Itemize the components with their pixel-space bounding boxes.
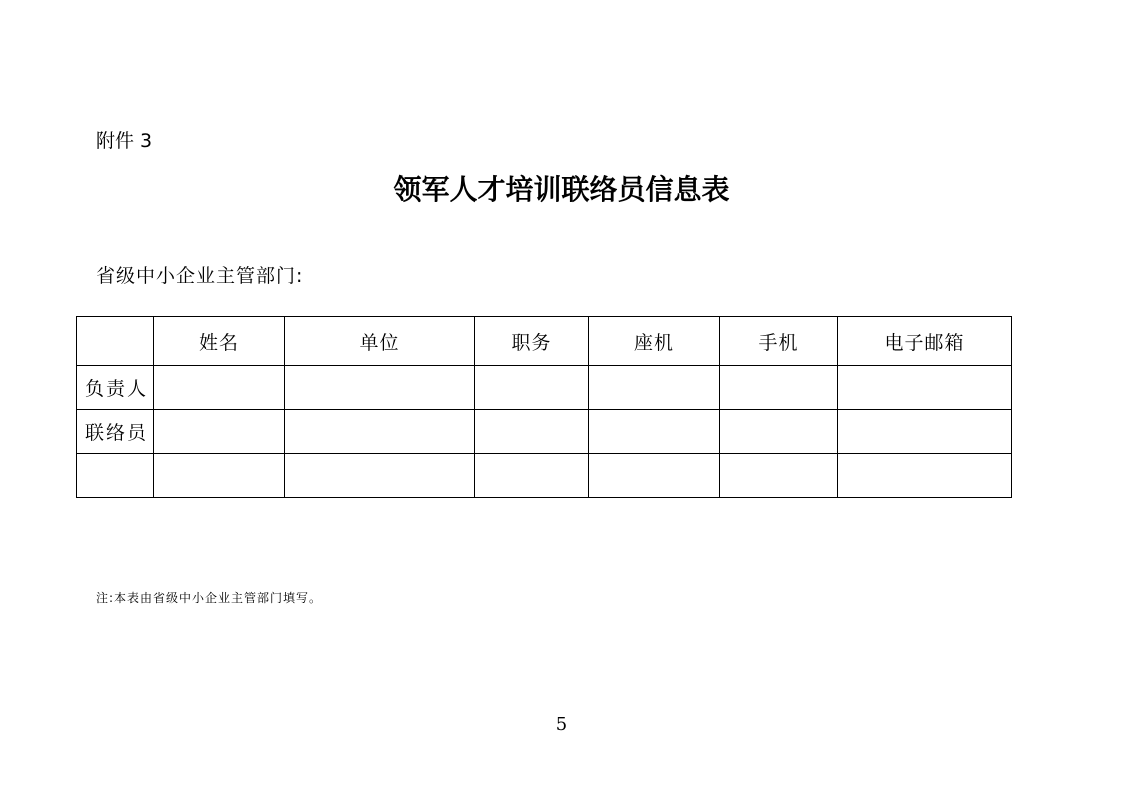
header-cell-mobile: 手机	[720, 317, 838, 366]
table-cell-landline	[589, 366, 720, 410]
page-number: 5	[555, 714, 568, 735]
header-cell-unit: 单位	[285, 317, 475, 366]
header-cell-name: 姓名	[154, 317, 285, 366]
table-cell-email	[838, 366, 1012, 410]
row-label-responsible-person: 负责人	[77, 366, 154, 410]
contact-info-table	[76, 316, 1012, 498]
header-cell-corner	[77, 317, 154, 366]
table-cell-position	[475, 366, 589, 410]
table-cell-name	[154, 454, 285, 498]
footnote: 注:本表由省级中小企业主管部门填写。	[96, 591, 323, 605]
table-cell-email	[838, 454, 1012, 498]
table-header-row	[77, 317, 1012, 366]
table-cell-name	[154, 366, 285, 410]
header-cell-position: 职务	[475, 317, 589, 366]
table-cell-position	[475, 410, 589, 454]
table-row-empty	[77, 454, 1012, 498]
row-label-empty	[77, 454, 154, 498]
row-label-liaison: 联络员	[77, 410, 154, 454]
header-cell-landline: 座机	[589, 317, 720, 366]
department-label: 省级中小企业主管部门:	[96, 265, 304, 287]
document-title: 领军人才培训联络员信息表	[393, 173, 730, 206]
table-cell-landline	[589, 410, 720, 454]
table-cell-unit	[285, 366, 475, 410]
table-cell-email	[838, 410, 1012, 454]
table-cell-unit	[285, 454, 475, 498]
table-cell-mobile	[720, 366, 838, 410]
table-cell-name	[154, 410, 285, 454]
table-cell-mobile	[720, 410, 838, 454]
table-row-liaison	[77, 410, 1012, 454]
table-cell-unit	[285, 410, 475, 454]
table-cell-landline	[589, 454, 720, 498]
table-cell-position	[475, 454, 589, 498]
table-cell-mobile	[720, 454, 838, 498]
header-cell-email: 电子邮箱	[838, 317, 1012, 366]
attachment-label: 附件 3	[96, 130, 153, 152]
table-row-responsible-person	[77, 366, 1012, 410]
